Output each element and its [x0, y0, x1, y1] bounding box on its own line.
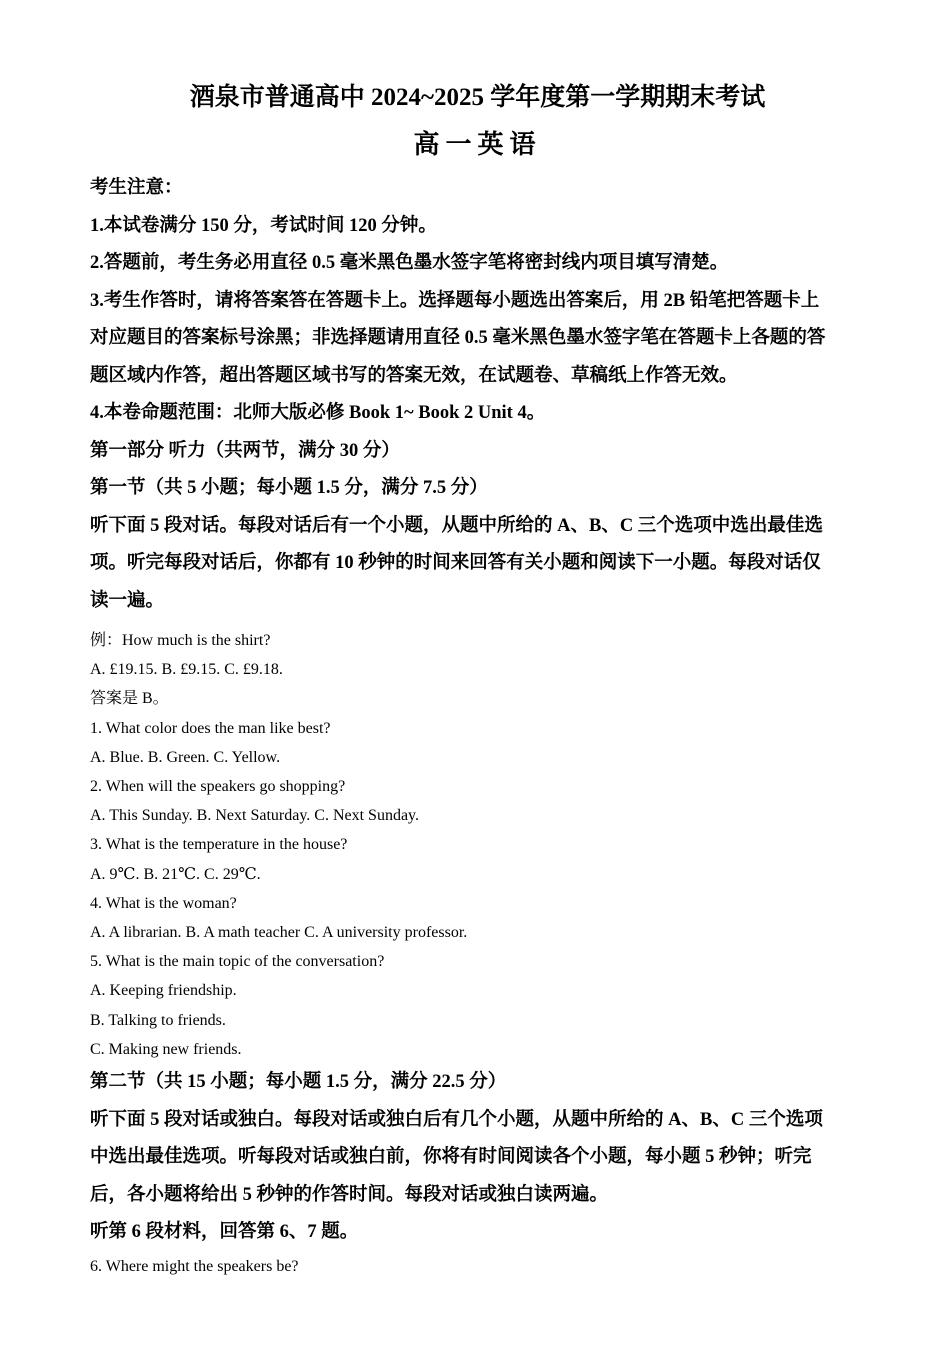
notice-item-4: 4.本卷命题范围：北师大版必修 Book 1~ Book 2 Unit 4。 — [90, 403, 546, 423]
section-2-instruction-line-2: 中选出最佳选项。听每段对话或独白前，你将有时间阅读各个小题，每小题 5 秒钟；听完 — [90, 1147, 812, 1168]
section-2-instruction-line-3: 后，各小题将给出 5 秒钟的作答时间。每段对话或独白读两遍。 — [90, 1184, 609, 1205]
question-2: 2. When will the speakers go shopping? — [90, 778, 346, 796]
section-1-instruction-line-2: 项。听完每段对话后，你都有 10 秒钟的时间来回答有关小题和阅读下一小题。每段对话仅 — [90, 553, 821, 573]
exam-subject: 高一英语 — [413, 130, 542, 159]
question-1: 1. What color does the man like best? — [90, 719, 331, 737]
notice-item-3-line-2: 对应题目的答案标号涂黑；非选择题请用直径 0.5 毫米黑色墨水签字笔在答题卡上各题的答 — [90, 328, 826, 348]
question-4-options: A. A librarian. B. A math teacher C. A university professor. — [90, 924, 468, 942]
example-options: A. £19.15. B. £9.15. C. £9.18. — [90, 661, 283, 679]
notice-item-1: 1.本试卷满分 150 分，考试时间 120 分钟。 — [90, 215, 437, 236]
question-3-options: A. 9℃. B. 21℃. C. 29℃. — [90, 865, 261, 883]
section-2-instruction-line-1: 听下面 5 段对话或独白。每段对话或独白后有几个小题，从题中所给的 A、B、C 三个选项 — [90, 1109, 823, 1130]
exam-page — [90, 80, 865, 1281]
example-answer: 答案是 B。 — [90, 690, 169, 708]
example-question: 例：How much is the shirt? — [90, 632, 271, 649]
notice-item-3-line-1: 3.考生作答时，请将答案答在答题卡上。选择题每小题选出答案后，用 2B 铅笔把答题卡上 — [90, 290, 820, 311]
material-6-heading: 听第 6 段材料，回答第 6、7 题。 — [90, 1222, 359, 1243]
question-6: 6. Where might the speakers be? — [90, 1257, 299, 1275]
part-1-heading: 第一部分 听力（共两节，满分 30 分） — [90, 440, 400, 461]
section-1-heading: 第一节（共 5 小题；每小题 1.5 分，满分 7.5 分） — [90, 478, 488, 498]
exam-title: 酒泉市普通高中 2024~2025 学年度第一学期期末考试 — [189, 84, 766, 111]
section-1-instruction-line-1: 听下面 5 段对话。每段对话后有一个小题，从题中所给的 A、B、C 三个选项中选出最佳选 — [90, 515, 823, 536]
question-3: 3. What is the temperature in the house? — [90, 836, 348, 854]
question-5-option-b: B. Talking to friends. — [90, 1011, 226, 1029]
question-5-option-a: A. Keeping friendship. — [90, 982, 237, 1000]
section-1-instruction-line-3: 读一遍。 — [90, 590, 165, 611]
notice-item-3-line-3: 题区域内作答，超出答题区域书写的答案无效，在试题卷、草稿纸上作答无效。 — [90, 365, 738, 386]
question-4: 4. What is the woman? — [90, 894, 237, 912]
question-5-option-c: C. Making new friends. — [90, 1040, 242, 1058]
question-2-options: A. This Sunday. B. Next Saturday. C. Next Sunday. — [90, 807, 420, 825]
section-2-heading: 第二节（共 15 小题；每小题 1.5 分，满分 22.5 分） — [90, 1072, 507, 1093]
notice-item-2: 2.答题前，考生务必用直径 0.5 毫米黑色墨水签字笔将密封线内项目填写清楚。 — [90, 253, 729, 273]
question-5: 5. What is the main topic of the conversation? — [90, 953, 385, 971]
listening-part — [90, 433, 865, 1281]
notice-heading: 考生注意： — [90, 178, 183, 198]
question-1-options: A. Blue. B. Green. C. Yellow. — [90, 748, 281, 766]
notice-section — [90, 170, 865, 433]
